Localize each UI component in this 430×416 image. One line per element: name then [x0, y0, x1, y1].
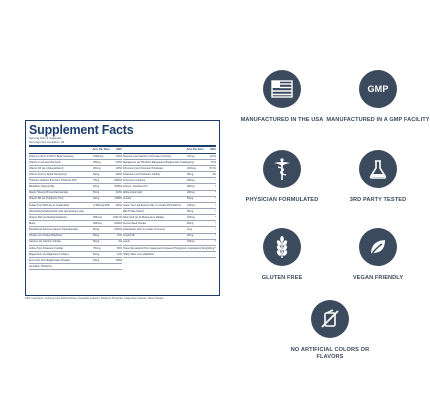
nutrient-amount: 30mg [93, 172, 100, 176]
badge-label: MANUFACTURED IN A GMP FACILITY [326, 117, 430, 123]
nutrient-name: Vitamin E (as d-Alpha Tocopheryl) [29, 172, 67, 176]
nutrient-name: Pantothenic Acid (as Calcium Pantothenate) [29, 228, 78, 232]
nutrient-name: Milk Thistle (Seed) [123, 209, 144, 213]
nutrient-amount: 30mg [93, 197, 100, 201]
nutrient-name: (6S)-Methyltetrahydrofolic acid, glucosamine salt) [29, 209, 84, 213]
badge-label: MANUFACTURED IN THE USA [240, 117, 324, 123]
nutrient-amount: 250mg [93, 160, 101, 164]
dv-header: %DV [210, 148, 216, 152]
nutrient-name: N-Acetyl-L-Cysteine [123, 179, 146, 183]
nutrient-column-left [29, 148, 122, 270]
amount-header: Amt. Per Serv. [92, 148, 111, 152]
nutrient-amount: 250mcg [93, 215, 102, 219]
gmp-icon-text: GMP [367, 84, 389, 94]
badge-vegan-friendly [326, 228, 430, 282]
leaf-icon [359, 228, 397, 266]
nutrient-dv: * [215, 215, 216, 219]
nutrient-amount: 70mcg [187, 154, 195, 158]
servings-per-container: Servings Per Container 30 [29, 139, 65, 144]
badge-physician-formulated [230, 150, 334, 204]
nutrient-dv: * [215, 228, 216, 232]
nutrient-dv: * [215, 185, 216, 189]
nutrient-dv: * [215, 191, 216, 195]
nutrient-name: Choline (as Choline Bitartrate) [29, 234, 63, 238]
nutrient-name: Fennel Seed Powder [123, 222, 147, 226]
nutrient-name: Chromium (as Chromium Picolinate) [123, 166, 164, 170]
serving-size: Serving Size 4 Capsules [29, 136, 62, 140]
nutrient-name: Thiamine (Vitamin B1) (from Thiamine HCl) [29, 179, 77, 183]
nutrient-amount: 50mg [187, 197, 194, 201]
nutrient-amount: 500mg [187, 185, 195, 189]
nutrient-dv: 340% [115, 203, 122, 207]
nutrient-dv: 4% [118, 240, 122, 244]
nutrient-dv: * [215, 222, 216, 226]
nutrient-dv: 2% [212, 172, 216, 176]
badge-third-party-tested [326, 150, 430, 204]
nutrient-dv: * [215, 179, 216, 183]
nutrient-dv: 571% [209, 166, 216, 170]
no-additives-icon [311, 300, 349, 338]
divider [29, 145, 216, 147]
nutrient-name: Lutein [123, 240, 130, 244]
nutrient-name: Potassium (as Potassium Citrate) [123, 172, 161, 176]
nutrient-dv: 313% [115, 191, 122, 195]
nutrient-amount: 2mg [187, 228, 192, 232]
nutrient-amount: 55mg [93, 234, 100, 238]
nutrient-amount: 100mg [187, 203, 195, 207]
nutrient-amount: 300mcg [93, 222, 102, 226]
nutrient-name: Vitamin D3 (as Cholecalciferol) [29, 166, 64, 170]
nutrient-name: *Daily Value not established. [123, 252, 155, 256]
nutrient-amount: 50mg [93, 191, 100, 195]
nutrient-amount: 75mg [93, 179, 100, 183]
nutrient-dv: 10% [116, 234, 122, 238]
nutrient-dv: 1000% [114, 222, 122, 226]
nutrient-amount: 1200mcg [93, 154, 104, 158]
nutrient-column-right [123, 148, 216, 270]
badge-no-artificial [278, 300, 382, 361]
nutrient-amount: 50mg [93, 240, 100, 244]
caduceus-icon [263, 150, 301, 188]
nutrient-name: Inositol HF [123, 234, 135, 238]
nutrient-dv: 127% [209, 154, 216, 158]
nutrient-dv: 6250% [114, 179, 122, 183]
gmp-icon [359, 70, 397, 108]
nutrient-name: (as Albion TRAACS) [29, 265, 52, 269]
nutrient-dv: 133% [115, 154, 122, 158]
nutrient-name: Calcium (as Calcium Citrate) [29, 240, 61, 244]
amount-header: Amt. Per Serv. [186, 148, 205, 152]
badge-label: 3RD PARTY TESTED [349, 197, 407, 203]
nutrient-name: Folate (from 800mcg as Quatrefolic) [29, 203, 70, 207]
nutrient-amount: 200mcg [187, 166, 196, 170]
nutrient-dv: 50% [116, 246, 122, 250]
other-ingredients: Other Ingredients: Hydroxypropyl Methylcellulose (Vegetable Capsule), Dicalcium Phosphate, Magnesium Stearate, Silicon Dioxide. [25, 297, 165, 300]
nutrient-name: Riboflavin (Vitamin B2) [29, 185, 55, 189]
nutrient-amount: 100mg [187, 240, 195, 244]
supplement-facts-panel [25, 120, 220, 296]
nutrient-dv: 1538% [114, 185, 122, 189]
nutrient-dv: * [215, 203, 216, 207]
nutrient-amount: 20mg [93, 185, 100, 189]
tested-flask-icon [359, 150, 397, 188]
nutrient-name: Vitamin C (as Ascorbic Acid) [29, 160, 61, 164]
nutrient-dv: 10417% [113, 215, 123, 219]
nutrient-amount: 200mg [187, 191, 195, 195]
badge-label: NO ARTIFICIAL COLORS OR FLAVORS [290, 347, 370, 360]
nutrient-dv: 1765% [114, 197, 122, 201]
badge-label: GLUTEN FREE [261, 275, 303, 281]
nutrient-dv: 125% [115, 166, 122, 170]
nutrient-dv: * [215, 246, 216, 250]
nutrient-dv: 87% [210, 160, 216, 164]
nutrient-amount: 25mg [187, 234, 194, 238]
nutrient-amount: 75mcg [93, 246, 101, 250]
nutrient-name: Green Tea Leaf Extract (Std. to contain 45% EGCG) [123, 203, 181, 207]
nutrient-name: Inositol [123, 197, 131, 201]
badge-made-in-usa [230, 70, 334, 124]
nutrient-name: Nitric Acid (as Di-Magnesium Malate) [123, 215, 165, 219]
nutrient-amount: 100mg [187, 215, 195, 219]
nutrient-dv: 278% [115, 160, 122, 164]
us-flag-icon [263, 70, 301, 108]
nutrient-name: Magnesium (as Magnesium Citrate) [29, 252, 69, 256]
nutrient-name: Acetyl L-Carnitine HCl [123, 185, 148, 189]
badge-label: VEGAN FRIENDLY [352, 275, 404, 281]
badge-gmp-facility [326, 70, 430, 124]
nutrient-dv: 1000% [114, 228, 122, 232]
wheat-icon [263, 228, 301, 266]
nutrient-dv: * [215, 209, 216, 213]
nutrient-amount: 50mg [93, 252, 100, 256]
nutrient-amount: 1,360mcg DFE [93, 203, 110, 207]
nutrient-amount: 20mg [207, 246, 215, 250]
nutrient-amount: 50mg [187, 209, 194, 213]
nutrient-name: Manganese (as TRAACS Manganese Bisglycinate Chelate) [123, 160, 189, 164]
nutrient-amount: 600mg [187, 179, 195, 183]
nutrient-amount: 50mg [93, 228, 100, 232]
nutrient-dv: * [215, 240, 216, 244]
nutrient-dv: 12% [116, 252, 122, 256]
supplement-facts-title: Supplement Facts [29, 123, 134, 137]
nutrient-dv: * [215, 234, 216, 238]
nutrient-row [29, 264, 122, 270]
nutrient-name: Zinc (from Zinc Bisglycinate Chelate) [29, 258, 70, 262]
nutrient-name: Selenium (as Selenium Glycinate Complex) [123, 154, 172, 158]
nutrient-name: Niacin (Vitamin B3 as Niacinamide) [29, 191, 69, 195]
nutrient-name: Alpha Lipoic Acid [123, 191, 143, 195]
nutrient-name: Trans-Resveratrol (from Japanese Knotweed (Polygonum cuspidatum) Root) [123, 246, 208, 250]
nutrient-name: Iodine (from Potassium Iodide) [29, 246, 64, 250]
nutrient-dv: 136% [115, 258, 122, 262]
badge-gluten-free [230, 228, 334, 282]
nutrient-name: Vitamin A (from 6,000 IU Beta Carotene) [29, 154, 74, 158]
nutrient-name: Vitamin B12 (as Methylcobalamin) [29, 215, 67, 219]
nutrient-dv: 200% [115, 172, 122, 176]
nutrient-amount: 25mcg [93, 166, 101, 170]
nutrient-name: Vitamin B6 (as Pyridoxine HCl) [29, 197, 64, 201]
dv-header: %DV [116, 148, 122, 152]
nutrient-name: Biotin [29, 222, 36, 226]
nutrient-row [123, 252, 216, 258]
nutrient-dv: * [215, 197, 216, 201]
nutrient-amount: 99mg [187, 172, 194, 176]
nutrient-amount: 50mg [187, 222, 194, 226]
nutrient-name: Astaxanthin (Std. to contain Turmeric) [123, 228, 165, 232]
nutrient-amount: 15mg [93, 258, 100, 262]
badge-label: PHYSICIAN FORMULATED [245, 197, 319, 203]
nutrient-amount: 2mg [188, 160, 194, 164]
